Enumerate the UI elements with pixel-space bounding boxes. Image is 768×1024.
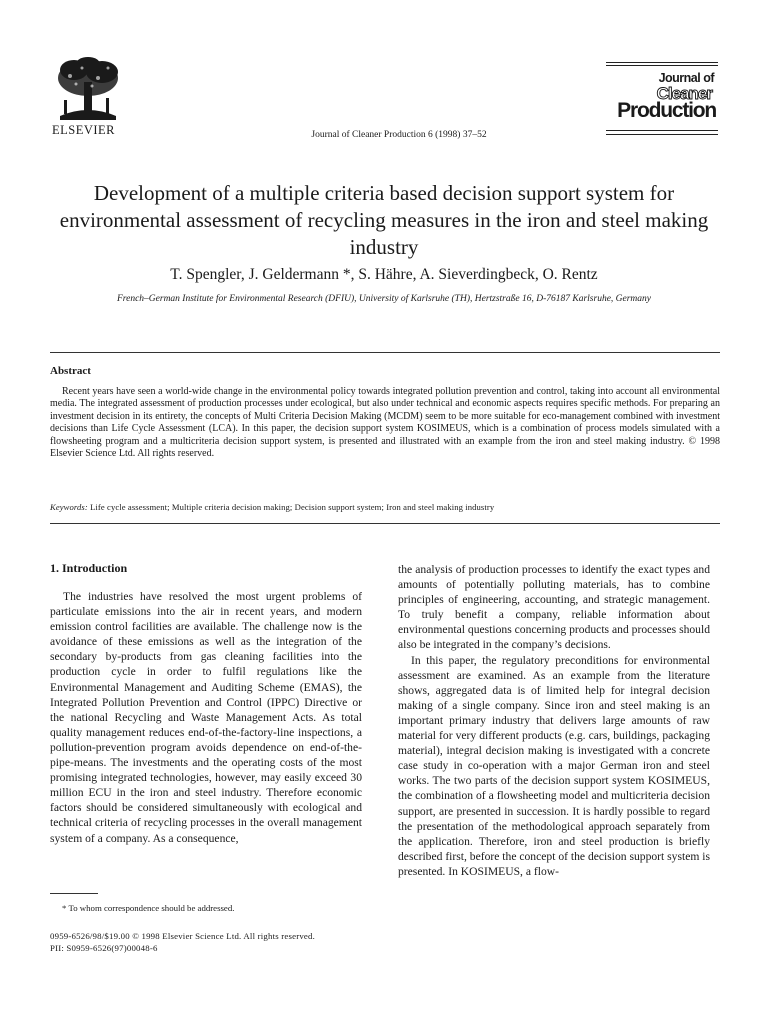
body-paragraph: The industries have resolved the most urgent problems of particulate emissions into the air in recent years, and modern emission control facilities are available. The challenge now is the avoidance of these emissions as well as the integration of the secondary by-products from gas cleaning facilities into the production cycle in order to fulfil regulations like the Environmental Management and Auditing Scheme (EMAS), the Integrated Pollution Prevention and Control (IPPC) Directive or the national Recycling and Waste Management Acts. As total quality management reduces end-of-the-factory-line inspections, a pollution-prevention program avoids dependence on end-of-the-pipe-means. The investments and the operating costs of the most promising integrated technologies, however, may easily exceed 30 million ECU in the iron and steel industry. Therefore economic factors should be considered simultaneously with ecological and technical criteria of recycling processes in the overall management system of a company. As a consequence,: [50, 590, 362, 845]
abstract-text: Recent years have seen a world-wide change in the environmental policy towards integrated pollution prevention and control, taking into account all environmental media. The integrated assessment of production processes under ecological, but also under technical and economic aspects requires specific methods. For preparing an investment decision in its entirety, the concepts of Multi Criteria Decision Making (MCDM) seem to be more suitable for eco-management combined with investment decisions than Life Cycle Assessment (LCA). In this paper, the decision support system KOSIMEUS, which is a combination of process models simulated with a flowsheeting program and a multicriteria decision support system, is presented and illustrated with an example from the iron and steel making industry. © 1998 Elsevier Science Ltd. All rights reserved.: [50, 386, 720, 460]
journal-logo-line2: Cleaner: [656, 84, 712, 103]
keywords-label: Keywords:: [50, 502, 88, 512]
abstract-bottom-rule: [50, 523, 720, 524]
footnote: * To whom correspondence should be addressed.: [62, 903, 235, 913]
affiliation: French–German Institute for Environmental Research (DFIU), University of Karlsruhe (TH), Hertzstraße 16, D-76187 Karlsruhe, Germany: [116, 294, 652, 304]
journal-logo: [606, 60, 718, 155]
abstract-heading: Abstract: [50, 365, 91, 377]
paper-title: Development of a multiple criteria based decision support system for environmental assessment of recycling measures in the iron and steel making industry: [59, 181, 709, 259]
author-list: T. Spengler, J. Geldermann *, S. Hähre, A. Sieverdingbeck, O. Rentz: [170, 266, 598, 283]
abstract-top-rule: [50, 352, 720, 353]
pii-line: PII: S0959-6526(97)00048-6: [50, 943, 158, 953]
section-heading: 1. Introduction: [50, 561, 128, 575]
copyright-block: [50, 930, 315, 954]
keywords-list: Life cycle assessment; Multiple criteria decision making; Decision support system; Iron and steel making industry: [90, 502, 495, 512]
footnote-rule: [50, 893, 98, 894]
journal-logo-line3: Production: [617, 99, 716, 122]
keywords: [50, 502, 720, 512]
publisher-name: ELSEVIER: [52, 123, 116, 137]
elsevier-tree-logo: [52, 56, 124, 122]
copyright-line: 0959-6526/98/$19.00 © 1998 Elsevier Science Ltd. All rights reserved.: [50, 931, 316, 941]
journal-logo-line1: Journal of: [658, 71, 714, 85]
body-paragraph: In this paper, the regulatory preconditions for environmental assessment are examined. As an example from the literature shows, aggregated data is of limited help for integral decision making of a single company. Since iron and steel making is an important primary industry that delivers large amounts of raw material for very different products (e.g. cars, buildings, packaging material), integral decision making is investigated with a concrete case study in co-operation with a major German iron and steel works. The two parts of the decision support system KOSIMEUS, the combination of a flowsheeting model and multicriteria decision support, are presented in succession. It is hardly possible to regard the presentation of the methodological approach separately from the application. Therefore, iron and steel production is briefly described first, before the concept of the decision support system is presented. In KOSIMEUS, a flow-: [398, 653, 710, 878]
body-column-right: [398, 562, 710, 879]
journal-citation: Journal of Cleaner Production 6 (1998) 37–52: [311, 130, 487, 140]
body-paragraph: the analysis of production processes to identify the exact types and amounts of potentially polluting materials, has to combine principles of engineering, accounting, and strategic management. To truly benefit a company, reliable information about environmental questions concerning products and processes should also be integrated in the company’s decisions.: [398, 563, 710, 652]
body-column-left: [50, 589, 362, 846]
